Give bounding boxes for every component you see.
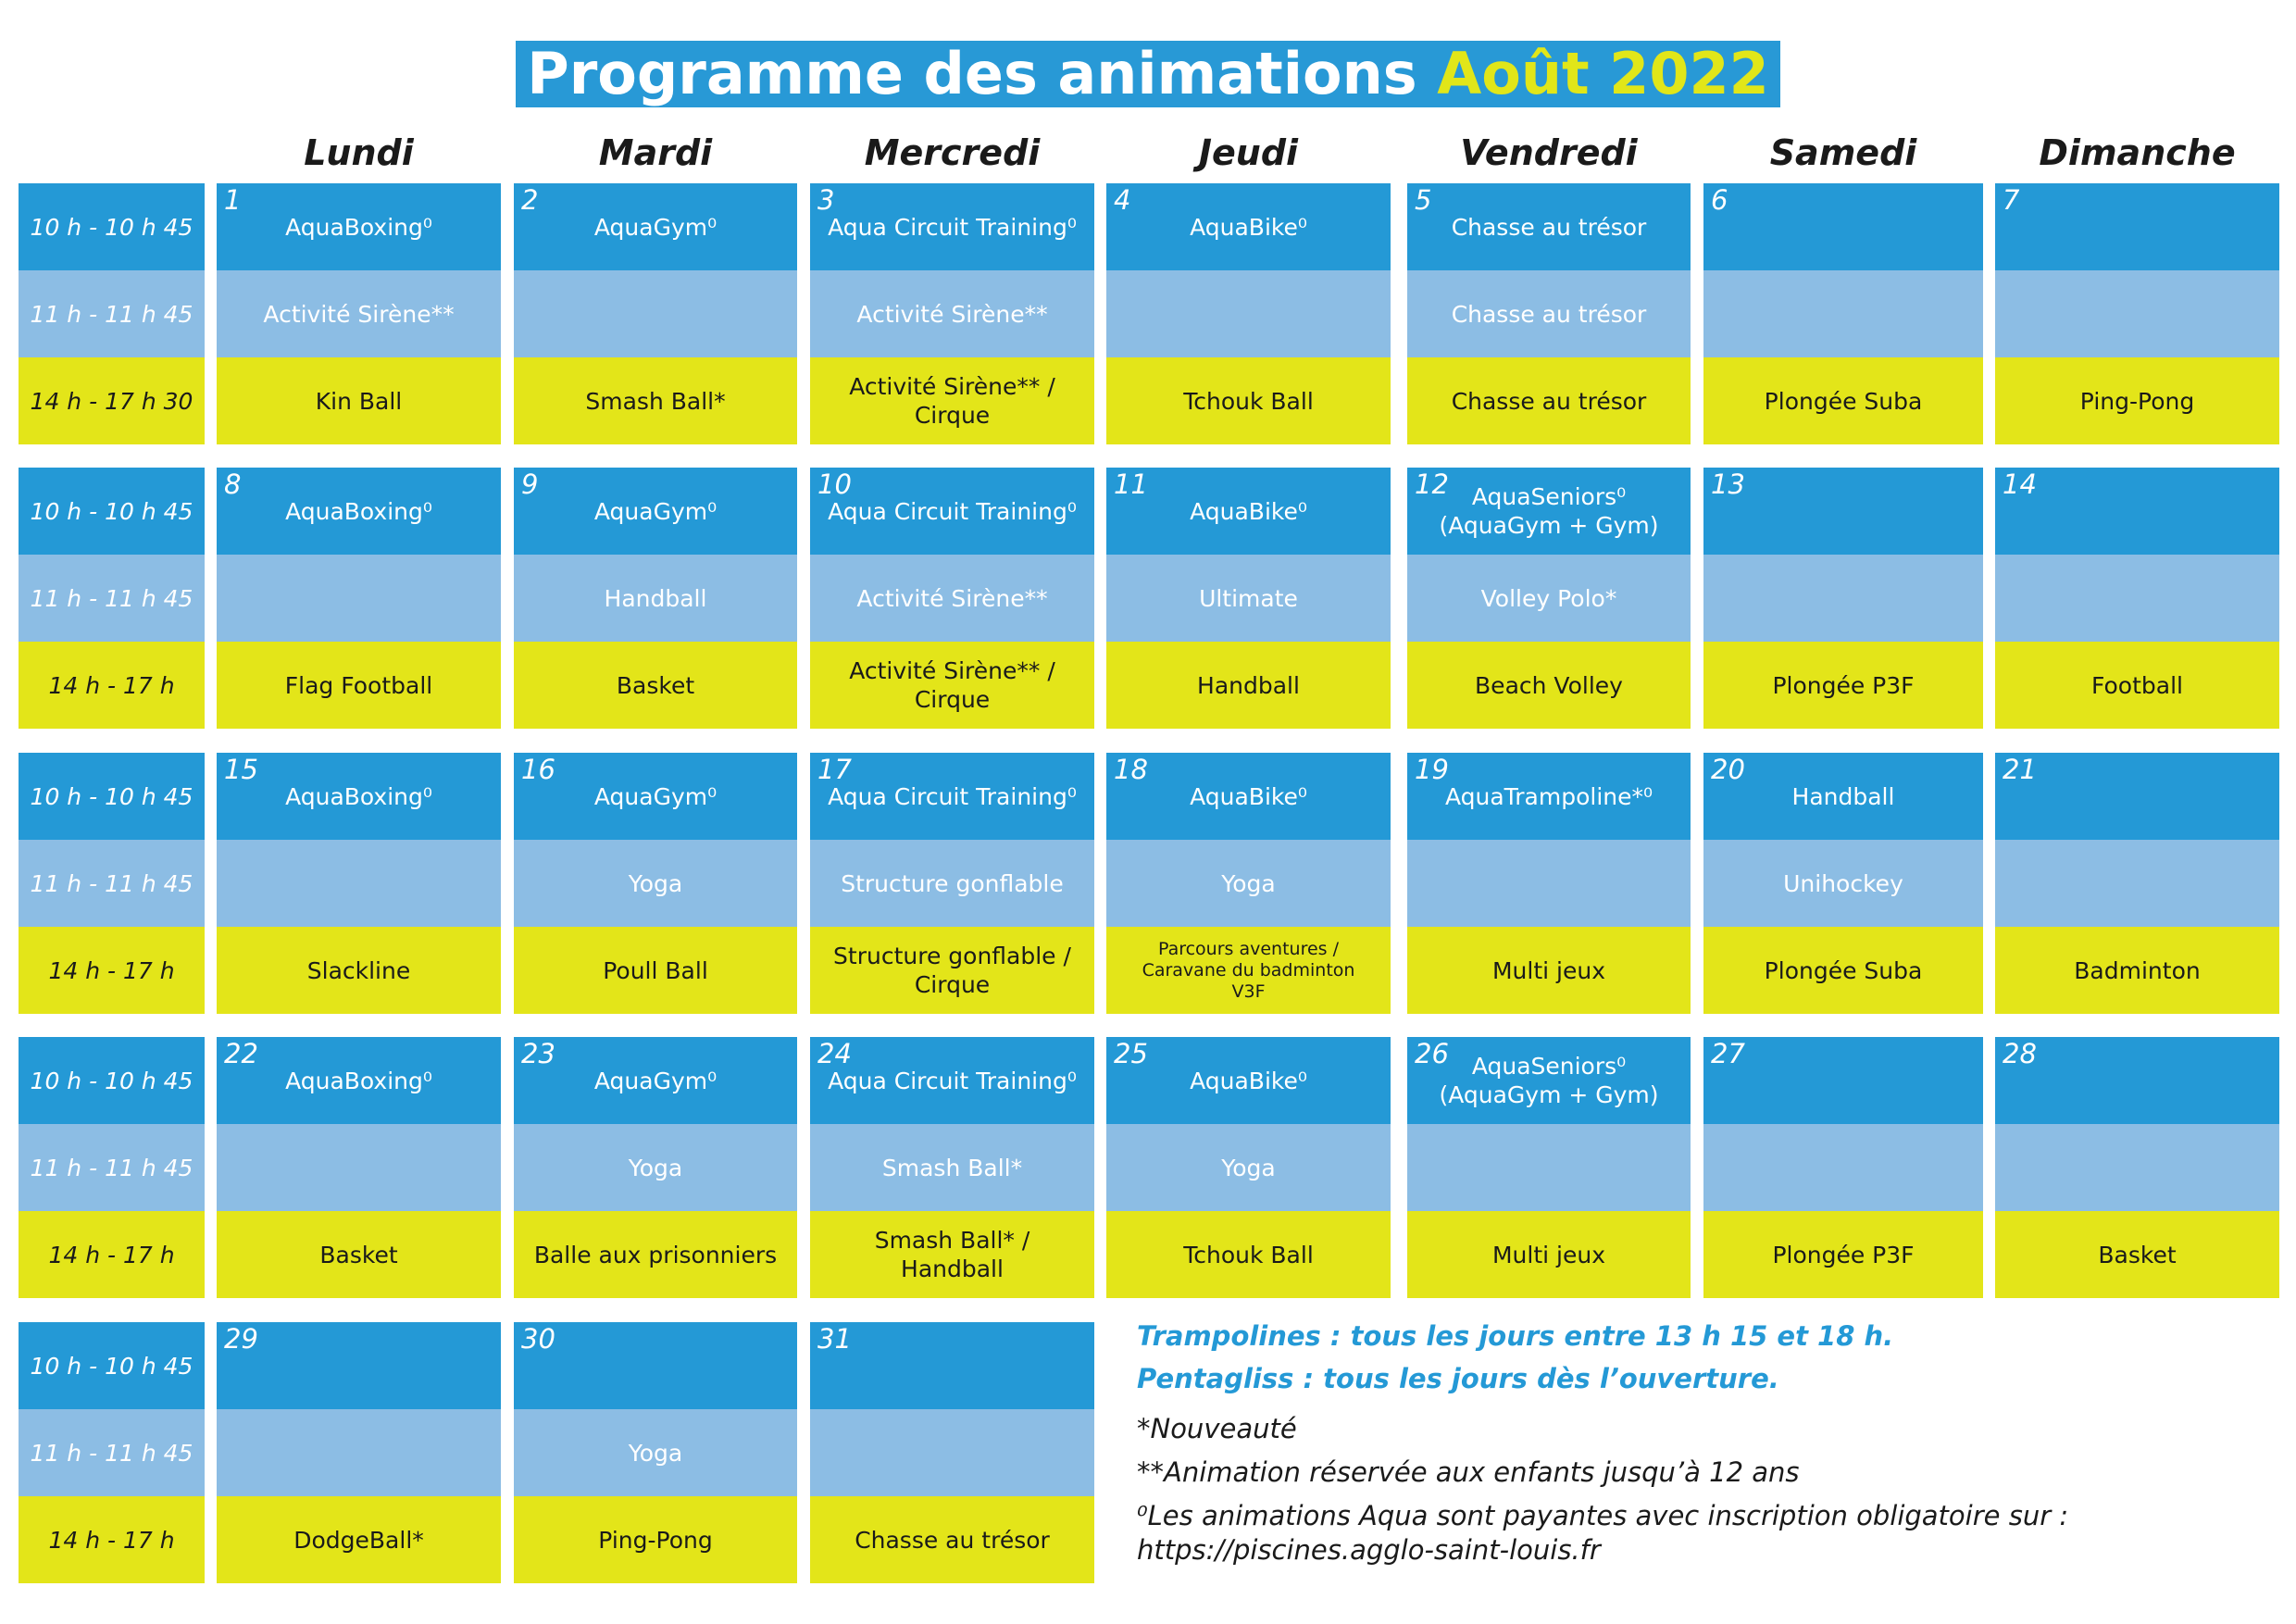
day-number: 6 [1711, 184, 1728, 216]
activity-cell: AquaSeniors⁰ (AquaGym + Gym) [1407, 468, 1691, 555]
time-slot-label: 11 h - 11 h 45 [19, 1124, 205, 1211]
activity-cell: Aqua Circuit Training⁰ [810, 468, 1094, 555]
activity-cell: Plongée P3F [1703, 642, 1983, 729]
activity-cell [810, 1322, 1094, 1409]
activity-cell: Ping-Pong [514, 1496, 797, 1583]
activity-cell [1703, 1037, 1983, 1124]
activity-cell [1703, 555, 1983, 642]
day-number: 1 [224, 184, 242, 216]
activity-cell: Ping-Pong [1995, 357, 2279, 444]
activity-cell: Handball [514, 555, 797, 642]
time-slot-label: 10 h - 10 h 45 [19, 183, 205, 270]
time-slot-label: 11 h - 11 h 45 [19, 840, 205, 927]
day-number: 4 [1114, 184, 1131, 216]
note-pentagliss: Pentagliss : tous les jours dès l’ouverture. [1137, 1363, 1779, 1394]
activity-cell: AquaGym⁰ [514, 468, 797, 555]
activity-cell: Aqua Circuit Training⁰ [810, 753, 1094, 840]
activity-cell: Activité Sirène** [810, 555, 1094, 642]
activity-cell [217, 1124, 501, 1211]
activity-cell [1995, 270, 2279, 357]
title-wrap [0, 41, 2296, 107]
day-number: 23 [521, 1038, 555, 1069]
activity-cell: Handball [1106, 642, 1391, 729]
day-number: 28 [2003, 1038, 2037, 1069]
activity-cell [217, 1322, 501, 1409]
note-enfants: **Animation réservée aux enfants jusqu’à 12 ans [1137, 1456, 1800, 1488]
activity-cell: AquaBoxing⁰ [217, 468, 501, 555]
day-number: 3 [817, 184, 835, 216]
day-number: 5 [1415, 184, 1432, 216]
day-number: 30 [521, 1323, 555, 1355]
day-number: 22 [224, 1038, 258, 1069]
activity-cell [1703, 183, 1983, 270]
activity-cell [217, 1409, 501, 1496]
day-header-lundi: Lundi [304, 132, 414, 173]
activity-cell: Chasse au trésor [810, 1496, 1094, 1583]
activity-cell: Plongée Suba [1703, 357, 1983, 444]
activity-cell: AquaGym⁰ [514, 183, 797, 270]
activity-cell [1703, 270, 1983, 357]
activity-cell: AquaBike⁰ [1106, 1037, 1391, 1124]
note-url[interactable]: https://piscines.agglo-saint-louis.fr [1137, 1534, 1601, 1566]
day-number: 17 [817, 754, 852, 785]
activity-cell: Activité Sirène** / Cirque [810, 642, 1094, 729]
activity-cell: Multi jeux [1407, 927, 1691, 1014]
activity-cell: Parcours aventures / Caravane du badminton V3F [1106, 927, 1391, 1014]
activity-cell: Yoga [514, 840, 797, 927]
time-slot-label: 10 h - 10 h 45 [19, 753, 205, 840]
activity-cell: AquaBoxing⁰ [217, 1037, 501, 1124]
activity-cell: Handball [1703, 753, 1983, 840]
activity-cell: Tchouk Ball [1106, 357, 1391, 444]
day-number: 13 [1711, 468, 1745, 500]
activity-cell: Chasse au trésor [1407, 183, 1691, 270]
activity-cell: Flag Football [217, 642, 501, 729]
day-number: 11 [1114, 468, 1148, 500]
time-slot-label: 10 h - 10 h 45 [19, 1322, 205, 1409]
activity-cell: Activité Sirène** / Cirque [810, 357, 1094, 444]
day-number: 24 [817, 1038, 852, 1069]
day-header-dimanche: Dimanche [2039, 132, 2236, 173]
activity-cell: AquaBike⁰ [1106, 183, 1391, 270]
activity-cell: Beach Volley [1407, 642, 1691, 729]
time-slot-label: 14 h - 17 h [19, 642, 205, 729]
activity-cell: Poull Ball [514, 927, 797, 1014]
activity-cell [1995, 555, 2279, 642]
activity-cell [1703, 468, 1983, 555]
activity-cell: Smash Ball* / Handball [810, 1211, 1094, 1298]
activity-cell [514, 1322, 797, 1409]
day-header-mercredi: Mercredi [864, 132, 1041, 173]
activity-cell: AquaBoxing⁰ [217, 753, 501, 840]
activity-cell: Badminton [1995, 927, 2279, 1014]
activity-cell: Structure gonflable [810, 840, 1094, 927]
activity-cell [1995, 840, 2279, 927]
activity-cell [514, 270, 797, 357]
day-header-samedi: Samedi [1769, 132, 1917, 173]
activity-cell: Chasse au trésor [1407, 270, 1691, 357]
time-slot-label: 11 h - 11 h 45 [19, 555, 205, 642]
day-number: 7 [2003, 184, 2020, 216]
activity-cell: Activité Sirène** [217, 270, 501, 357]
activity-cell: AquaBike⁰ [1106, 468, 1391, 555]
activity-cell [1407, 840, 1691, 927]
day-number: 21 [2003, 754, 2037, 785]
day-number: 19 [1415, 754, 1449, 785]
activity-cell: AquaGym⁰ [514, 753, 797, 840]
title-month: Août 2022 [1437, 40, 1769, 107]
activity-cell: AquaGym⁰ [514, 1037, 797, 1124]
day-number: 9 [521, 468, 539, 500]
activity-cell: Slackline [217, 927, 501, 1014]
activity-cell: Basket [514, 642, 797, 729]
time-slot-label: 11 h - 11 h 45 [19, 270, 205, 357]
day-header-mardi: Mardi [598, 132, 713, 173]
activity-cell: Balle aux prisonniers [514, 1211, 797, 1298]
activity-cell [1995, 1124, 2279, 1211]
day-number: 29 [224, 1323, 258, 1355]
activity-cell: Aqua Circuit Training⁰ [810, 183, 1094, 270]
activity-cell: Yoga [1106, 1124, 1391, 1211]
day-number: 31 [817, 1323, 852, 1355]
activity-cell [217, 555, 501, 642]
day-number: 18 [1114, 754, 1148, 785]
activity-cell: Plongée Suba [1703, 927, 1983, 1014]
activity-cell: Basket [217, 1211, 501, 1298]
activity-cell: Basket [1995, 1211, 2279, 1298]
activity-cell [217, 840, 501, 927]
day-number: 20 [1711, 754, 1745, 785]
time-slot-label: 10 h - 10 h 45 [19, 468, 205, 555]
note-nouveaute: *Nouveauté [1137, 1413, 1297, 1444]
activity-cell: Activité Sirène** [810, 270, 1094, 357]
activity-cell: Yoga [1106, 840, 1391, 927]
day-number: 16 [521, 754, 555, 785]
activity-cell: Plongée P3F [1703, 1211, 1983, 1298]
time-slot-label: 14 h - 17 h [19, 927, 205, 1014]
day-number: 26 [1415, 1038, 1449, 1069]
activity-cell: Aqua Circuit Training⁰ [810, 1037, 1094, 1124]
note-trampolines: Trampolines : tous les jours entre 13 h 15 et 18 h. [1137, 1320, 1894, 1352]
time-slot-label: 14 h - 17 h [19, 1211, 205, 1298]
activity-cell: AquaBike⁰ [1106, 753, 1391, 840]
activity-cell: AquaTrampoline*⁰ [1407, 753, 1691, 840]
activity-cell: Multi jeux [1407, 1211, 1691, 1298]
activity-cell [1106, 270, 1391, 357]
activity-cell: Ultimate [1106, 555, 1391, 642]
activity-cell: Kin Ball [217, 357, 501, 444]
day-number: 15 [224, 754, 258, 785]
activity-cell: Volley Polo* [1407, 555, 1691, 642]
day-number: 27 [1711, 1038, 1745, 1069]
activity-cell: Unihockey [1703, 840, 1983, 927]
activity-cell: Smash Ball* [810, 1124, 1094, 1211]
activity-cell [1703, 1124, 1983, 1211]
activity-cell [1995, 753, 2279, 840]
time-slot-label: 10 h - 10 h 45 [19, 1037, 205, 1124]
activity-cell: Structure gonflable / Cirque [810, 927, 1094, 1014]
page-title [516, 41, 1779, 107]
activity-cell [1995, 183, 2279, 270]
activity-cell: Smash Ball* [514, 357, 797, 444]
day-number: 10 [817, 468, 852, 500]
activity-cell: Chasse au trésor [1407, 357, 1691, 444]
activity-cell: DodgeBall* [217, 1496, 501, 1583]
day-header-vendredi: Vendredi [1460, 132, 1638, 173]
day-number: 2 [521, 184, 539, 216]
activity-cell [1995, 468, 2279, 555]
day-number: 14 [2003, 468, 2037, 500]
day-number: 25 [1114, 1038, 1148, 1069]
title-main: Programme des animations [527, 40, 1417, 107]
activity-cell [810, 1409, 1094, 1496]
day-header-jeudi: Jeudi [1198, 132, 1299, 173]
activity-cell: Tchouk Ball [1106, 1211, 1391, 1298]
activity-cell: Yoga [514, 1409, 797, 1496]
day-number: 8 [224, 468, 242, 500]
activity-cell [1995, 1037, 2279, 1124]
note-aqua: ⁰Les animations Aqua sont payantes avec inscription obligatoire sur : [1137, 1500, 2069, 1531]
day-number: 12 [1415, 468, 1449, 500]
time-slot-label: 14 h - 17 h [19, 1496, 205, 1583]
day-header-row [0, 130, 2296, 176]
activity-cell: AquaSeniors⁰ (AquaGym + Gym) [1407, 1037, 1691, 1124]
time-slot-label: 11 h - 11 h 45 [19, 1409, 205, 1496]
activity-cell [1407, 1124, 1691, 1211]
time-slot-label: 14 h - 17 h 30 [19, 357, 205, 444]
activity-cell: AquaBoxing⁰ [217, 183, 501, 270]
activity-cell: Yoga [514, 1124, 797, 1211]
activity-cell: Football [1995, 642, 2279, 729]
